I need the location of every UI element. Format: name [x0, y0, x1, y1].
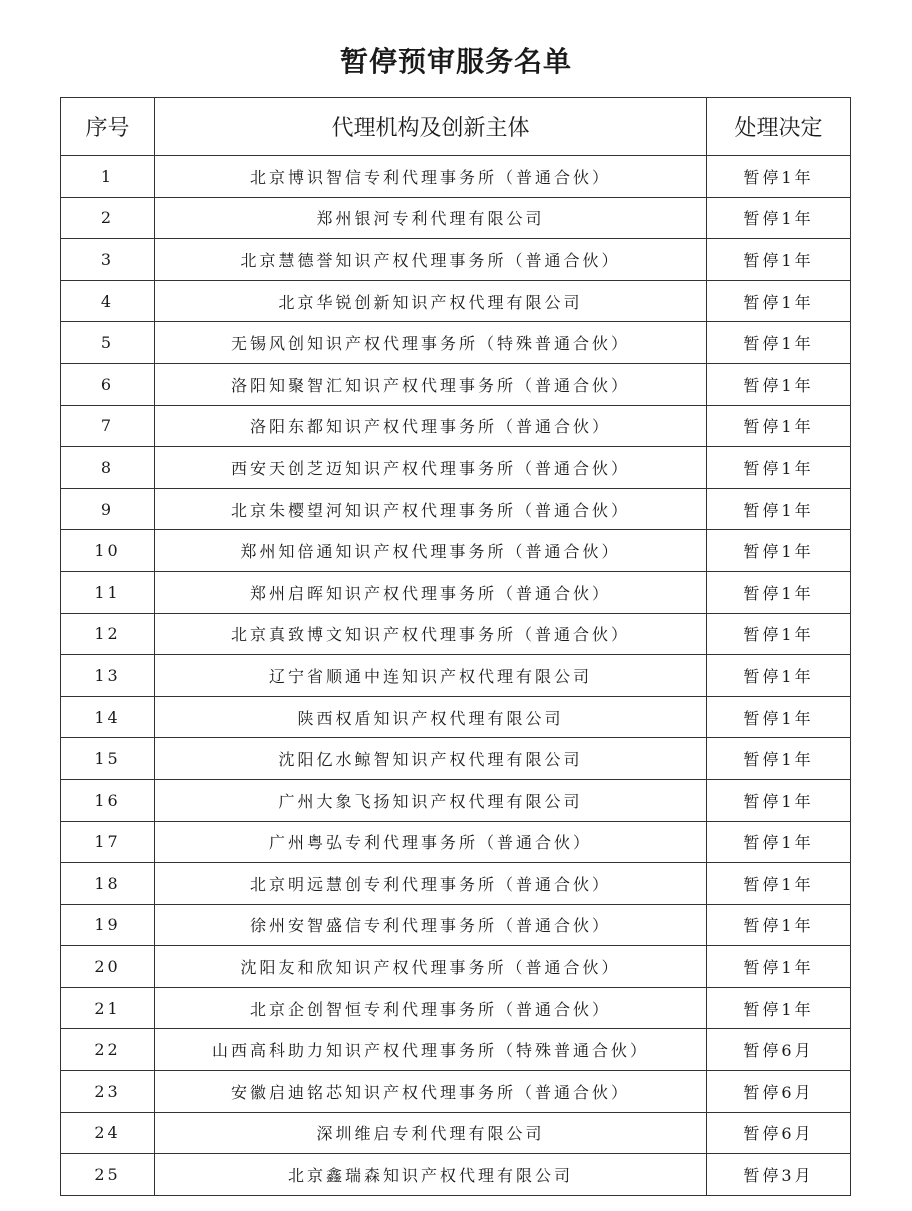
cell-decision: 暂停1年: [707, 863, 851, 905]
cell-no: 5: [61, 322, 155, 364]
cell-decision: 暂停1年: [707, 613, 851, 655]
cell-name: 广州大象飞扬知识产权代理有限公司: [155, 779, 707, 821]
cell-no: 18: [61, 863, 155, 905]
cell-decision: 暂停1年: [707, 987, 851, 1029]
cell-no: 24: [61, 1112, 155, 1154]
table-row: [61, 1071, 851, 1113]
table-row: [61, 696, 851, 738]
cell-decision: 暂停1年: [707, 655, 851, 697]
cell-no: 20: [61, 946, 155, 988]
cell-decision: 暂停1年: [707, 821, 851, 863]
column-header-decision: 处理决定: [707, 98, 851, 156]
table-header-row: [61, 98, 851, 156]
cell-name: 北京鑫瑞森知识产权代理有限公司: [155, 1154, 707, 1196]
cell-no: 7: [61, 405, 155, 447]
cell-no: 15: [61, 738, 155, 780]
cell-decision: 暂停1年: [707, 488, 851, 530]
cell-name: 陕西权盾知识产权代理有限公司: [155, 696, 707, 738]
cell-decision: 暂停1年: [707, 779, 851, 821]
cell-no: 1: [61, 156, 155, 198]
cell-name: 沈阳亿水鲸智知识产权代理有限公司: [155, 738, 707, 780]
cell-no: 9: [61, 488, 155, 530]
cell-name: 山西高科助力知识产权代理事务所（特殊普通合伙）: [155, 1029, 707, 1071]
cell-decision: 暂停1年: [707, 156, 851, 198]
table-row: [61, 322, 851, 364]
cell-decision: 暂停1年: [707, 405, 851, 447]
cell-name: 郑州知倍通知识产权代理事务所（普通合伙）: [155, 530, 707, 572]
cell-no: 4: [61, 280, 155, 322]
cell-no: 8: [61, 447, 155, 489]
cell-no: 12: [61, 613, 155, 655]
cell-decision: 暂停1年: [707, 447, 851, 489]
cell-decision: 暂停6月: [707, 1112, 851, 1154]
cell-name: 洛阳知聚智汇知识产权代理事务所（普通合伙）: [155, 363, 707, 405]
cell-no: 10: [61, 530, 155, 572]
cell-decision: 暂停1年: [707, 696, 851, 738]
cell-decision: 暂停1年: [707, 738, 851, 780]
table-row: [61, 613, 851, 655]
cell-decision: 暂停6月: [707, 1071, 851, 1113]
column-header-name: 代理机构及创新主体: [155, 98, 707, 156]
cell-name: 洛阳东都知识产权代理事务所（普通合伙）: [155, 405, 707, 447]
table-row: [61, 280, 851, 322]
cell-name: 广州粤弘专利代理事务所（普通合伙）: [155, 821, 707, 863]
table-row: [61, 779, 851, 821]
cell-no: 23: [61, 1071, 155, 1113]
table-row: [61, 1112, 851, 1154]
cell-decision: 暂停6月: [707, 1029, 851, 1071]
cell-decision: 暂停1年: [707, 322, 851, 364]
cell-name: 沈阳友和欣知识产权代理事务所（普通合伙）: [155, 946, 707, 988]
table-row: [61, 946, 851, 988]
table-row: [61, 447, 851, 489]
table-row: [61, 156, 851, 198]
cell-decision: 暂停3月: [707, 1154, 851, 1196]
cell-decision: 暂停1年: [707, 904, 851, 946]
table-row: [61, 239, 851, 281]
table-row: [61, 488, 851, 530]
cell-no: 21: [61, 987, 155, 1029]
cell-no: 3: [61, 239, 155, 281]
cell-decision: 暂停1年: [707, 363, 851, 405]
table-row: [61, 530, 851, 572]
cell-name: 北京明远慧创专利代理事务所（普通合伙）: [155, 863, 707, 905]
cell-decision: 暂停1年: [707, 530, 851, 572]
cell-no: 14: [61, 696, 155, 738]
cell-name: 辽宁省顺通中连知识产权代理有限公司: [155, 655, 707, 697]
table-row: [61, 863, 851, 905]
cell-no: 6: [61, 363, 155, 405]
cell-name: 安徽启迪铭芯知识产权代理事务所（普通合伙）: [155, 1071, 707, 1113]
table-row: [61, 987, 851, 1029]
table-row: [61, 571, 851, 613]
cell-no: 13: [61, 655, 155, 697]
table-row: [61, 405, 851, 447]
table-row: [61, 904, 851, 946]
table-row: [61, 1029, 851, 1071]
cell-name: 北京华锐创新知识产权代理有限公司: [155, 280, 707, 322]
cell-decision: 暂停1年: [707, 239, 851, 281]
cell-no: 19: [61, 904, 155, 946]
table-row: [61, 738, 851, 780]
cell-name: 北京朱樱望河知识产权代理事务所（普通合伙）: [155, 488, 707, 530]
cell-name: 西安天创芝迈知识产权代理事务所（普通合伙）: [155, 447, 707, 489]
cell-name: 无锡风创知识产权代理事务所（特殊普通合伙）: [155, 322, 707, 364]
table-body: [61, 156, 851, 1196]
cell-name: 北京博识智信专利代理事务所（普通合伙）: [155, 156, 707, 198]
cell-no: 16: [61, 779, 155, 821]
cell-name: 北京企创智恒专利代理事务所（普通合伙）: [155, 987, 707, 1029]
cell-no: 22: [61, 1029, 155, 1071]
cell-name: 深圳维启专利代理有限公司: [155, 1112, 707, 1154]
table-row: [61, 821, 851, 863]
cell-no: 11: [61, 571, 155, 613]
cell-decision: 暂停1年: [707, 197, 851, 239]
cell-decision: 暂停1年: [707, 280, 851, 322]
cell-decision: 暂停1年: [707, 571, 851, 613]
cell-decision: 暂停1年: [707, 946, 851, 988]
page-title: 暂停预审服务名单: [339, 45, 572, 78]
cell-name: 郑州银河专利代理有限公司: [155, 197, 707, 239]
table-row: [61, 197, 851, 239]
cell-no: 17: [61, 821, 155, 863]
suspension-list-table: [60, 97, 851, 1196]
table-row: [61, 1154, 851, 1196]
cell-no: 2: [61, 197, 155, 239]
column-header-no: 序号: [61, 98, 155, 156]
table-row: [61, 655, 851, 697]
cell-name: 北京慧德誉知识产权代理事务所（普通合伙）: [155, 239, 707, 281]
cell-no: 25: [61, 1154, 155, 1196]
cell-name: 北京真致博文知识产权代理事务所（普通合伙）: [155, 613, 707, 655]
cell-name: 郑州启晖知识产权代理事务所（普通合伙）: [155, 571, 707, 613]
cell-name: 徐州安智盛信专利代理事务所（普通合伙）: [155, 904, 707, 946]
table-row: [61, 363, 851, 405]
